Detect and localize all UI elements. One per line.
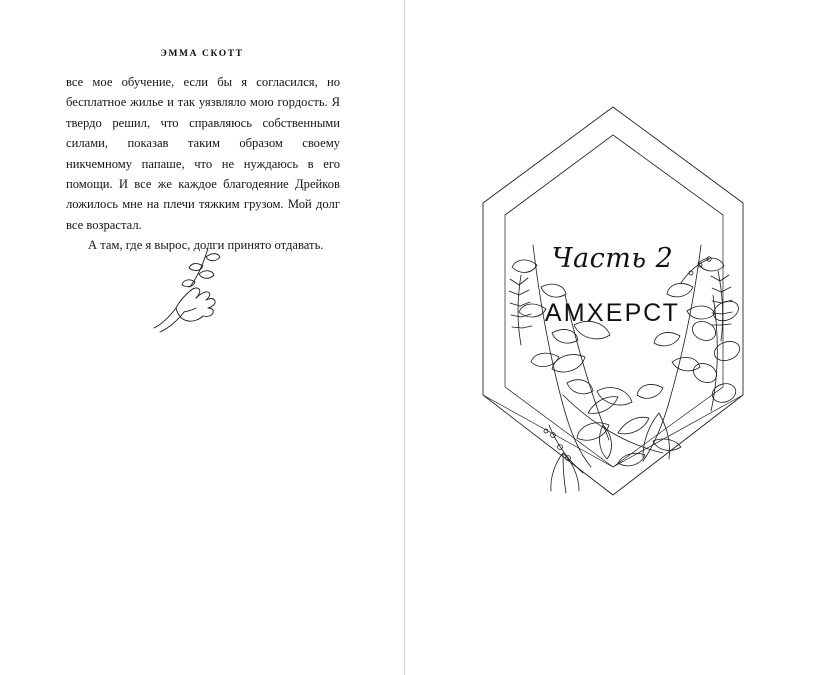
part-number: Часть 2 — [551, 243, 674, 274]
paragraph: А там, где я вырос, долги принято отдавать. — [88, 238, 324, 253]
paragraph: все мое обучение, если бы я согласился, но бесплатное жилье и так уязвляло мою гордость. Я твердо решил, что справляюсь собственными силами, показав таким образом своему никчемному папаше, что не нуждаюсь в его помощи. И все же каждое благодеяние Дрейков ложилось мне на плечи тяжким грузом. Мой долг все возрастал. — [66, 75, 340, 232]
right-page — [405, 0, 820, 675]
body-text — [66, 72, 340, 256]
botanical-hexagon-frame-icon — [413, 95, 813, 515]
part-title: АМХЕРСТ — [544, 299, 681, 328]
left-page — [0, 0, 404, 675]
hand-with-leaf-sprig-icon — [146, 240, 256, 335]
running-head: ЭММА СКОТТ — [160, 49, 244, 59]
